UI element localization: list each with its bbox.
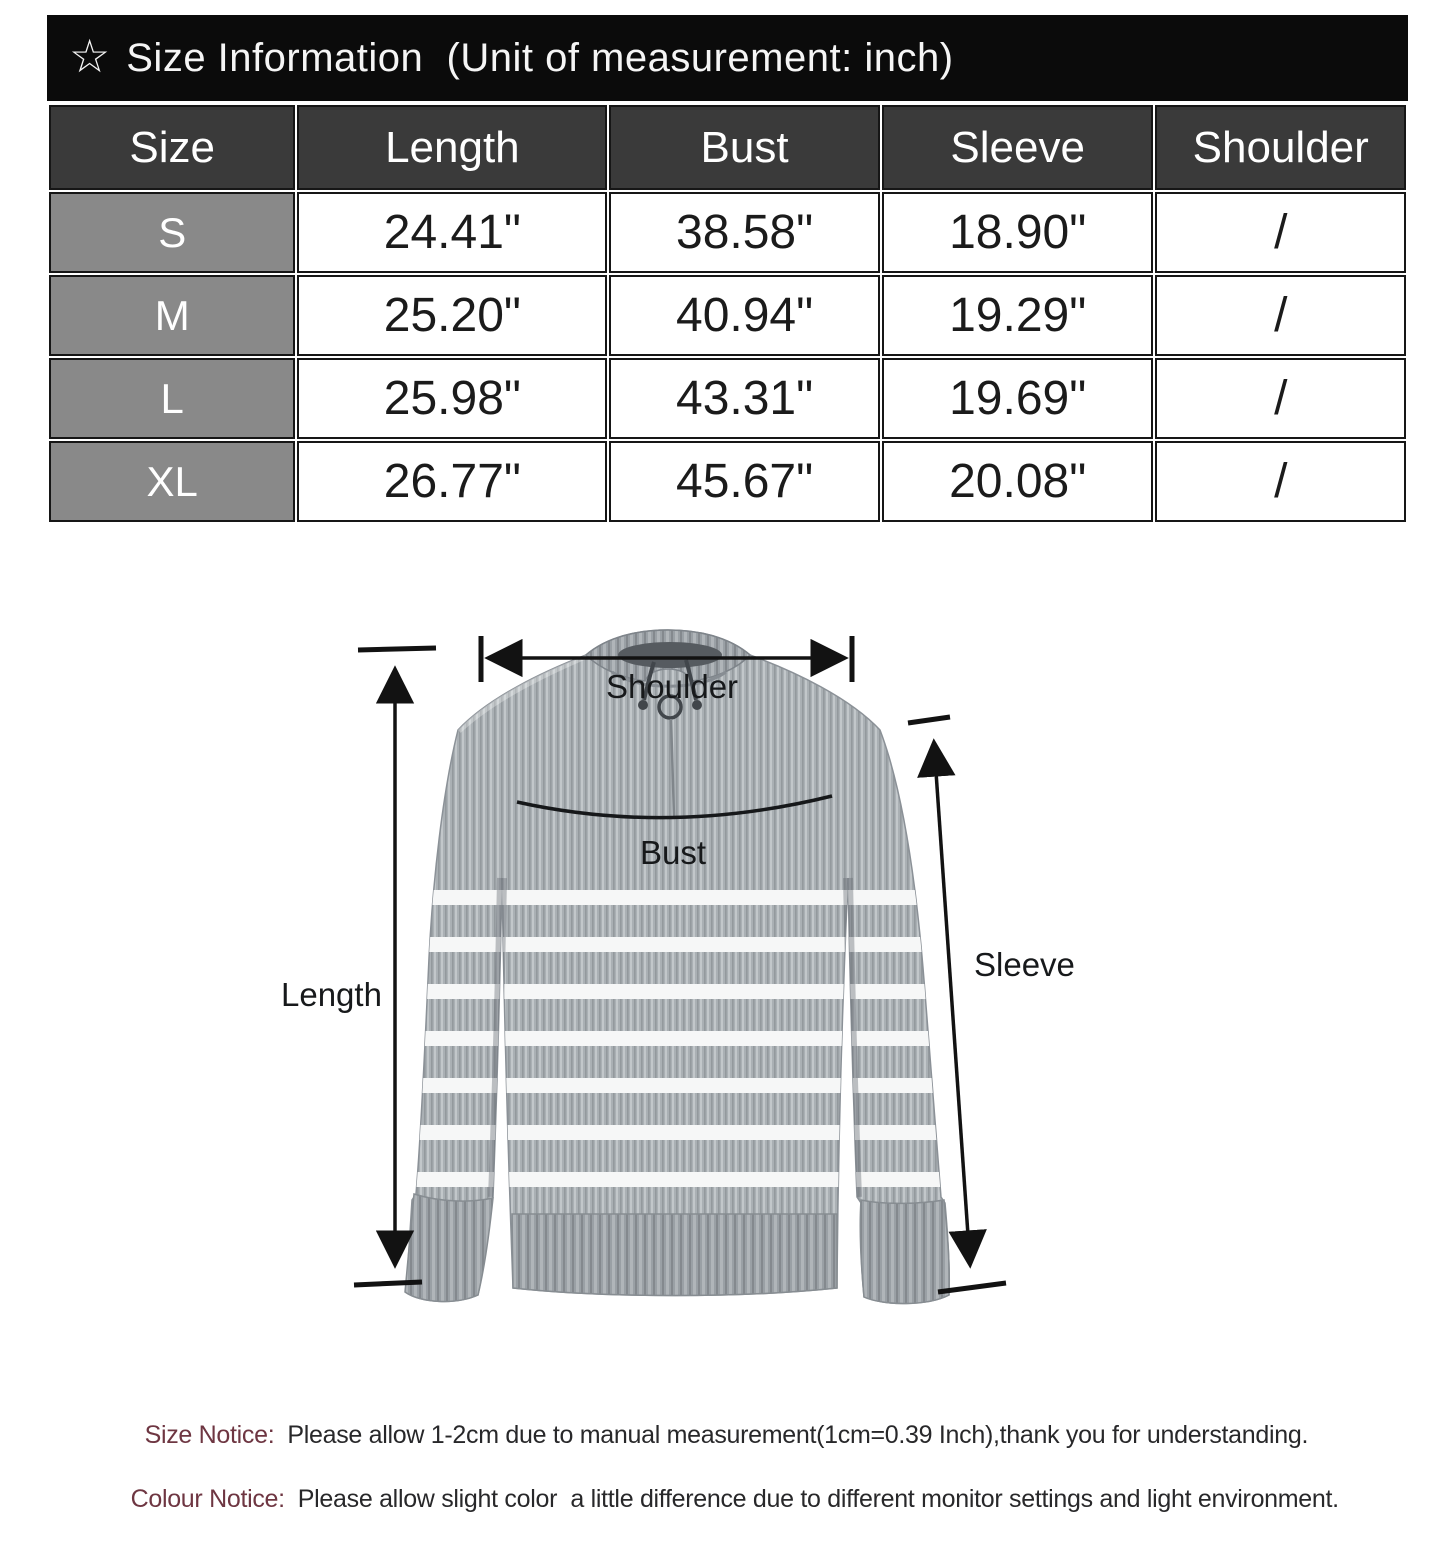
shoulder-value: / bbox=[1155, 358, 1406, 439]
colour-notice bbox=[104, 1456, 1339, 1543]
col-header-size: Size bbox=[49, 105, 295, 190]
col-header-length: Length bbox=[297, 105, 607, 190]
size-label: M bbox=[49, 275, 295, 356]
size-label: S bbox=[49, 192, 295, 273]
shoulder-value: / bbox=[1155, 275, 1406, 356]
sleeve-value: 20.08" bbox=[882, 441, 1154, 522]
col-header-sleeve: Sleeve bbox=[882, 105, 1154, 190]
colour-notice-label: Colour Notice: bbox=[130, 1485, 285, 1513]
size-label: L bbox=[49, 358, 295, 439]
sleeve-label: Sleeve bbox=[974, 946, 1075, 983]
bust-value: 38.58" bbox=[609, 192, 880, 273]
shoulder-value: / bbox=[1155, 192, 1406, 273]
length-value: 25.20" bbox=[297, 275, 607, 356]
bust-label: Bust bbox=[639, 834, 707, 871]
shoulder-label: Shoulder bbox=[605, 668, 739, 705]
sweater-illustration bbox=[380, 630, 980, 1304]
length-value: 26.77" bbox=[297, 441, 607, 522]
col-header-shoulder: Shoulder bbox=[1155, 105, 1406, 190]
col-header-bust: Bust bbox=[609, 105, 880, 190]
sweater-right-cuff bbox=[860, 1200, 949, 1304]
size-notice-text: Please allow 1-2cm due to manual measurement(1cm=0.39 Inch),thank you for understanding. bbox=[287, 1421, 1309, 1449]
bust-value: 45.67" bbox=[609, 441, 880, 522]
length-label: Length bbox=[281, 976, 382, 1013]
sleeve-value: 19.29" bbox=[882, 275, 1154, 356]
sleeve-value: 18.90" bbox=[882, 192, 1154, 273]
sweater-hem-band bbox=[512, 1214, 837, 1296]
colour-notice-text: Please allow slight color a little difference due to different monitor settings and light environment. bbox=[297, 1485, 1339, 1513]
shoulder-value: / bbox=[1155, 441, 1406, 522]
sweater-left-cuff bbox=[405, 1194, 493, 1301]
size-notice-label: Size Notice: bbox=[144, 1421, 275, 1449]
bust-value: 40.94" bbox=[609, 275, 880, 356]
star-icon: ☆ bbox=[69, 30, 111, 82]
sleeve-value: 19.69" bbox=[882, 358, 1154, 439]
size-label: XL bbox=[49, 441, 295, 522]
bust-value: 43.31" bbox=[609, 358, 880, 439]
page-title: Size Information (Unit of measurement: inch) bbox=[126, 35, 954, 80]
length-value: 25.98" bbox=[297, 358, 607, 439]
length-value: 24.41" bbox=[297, 192, 607, 273]
